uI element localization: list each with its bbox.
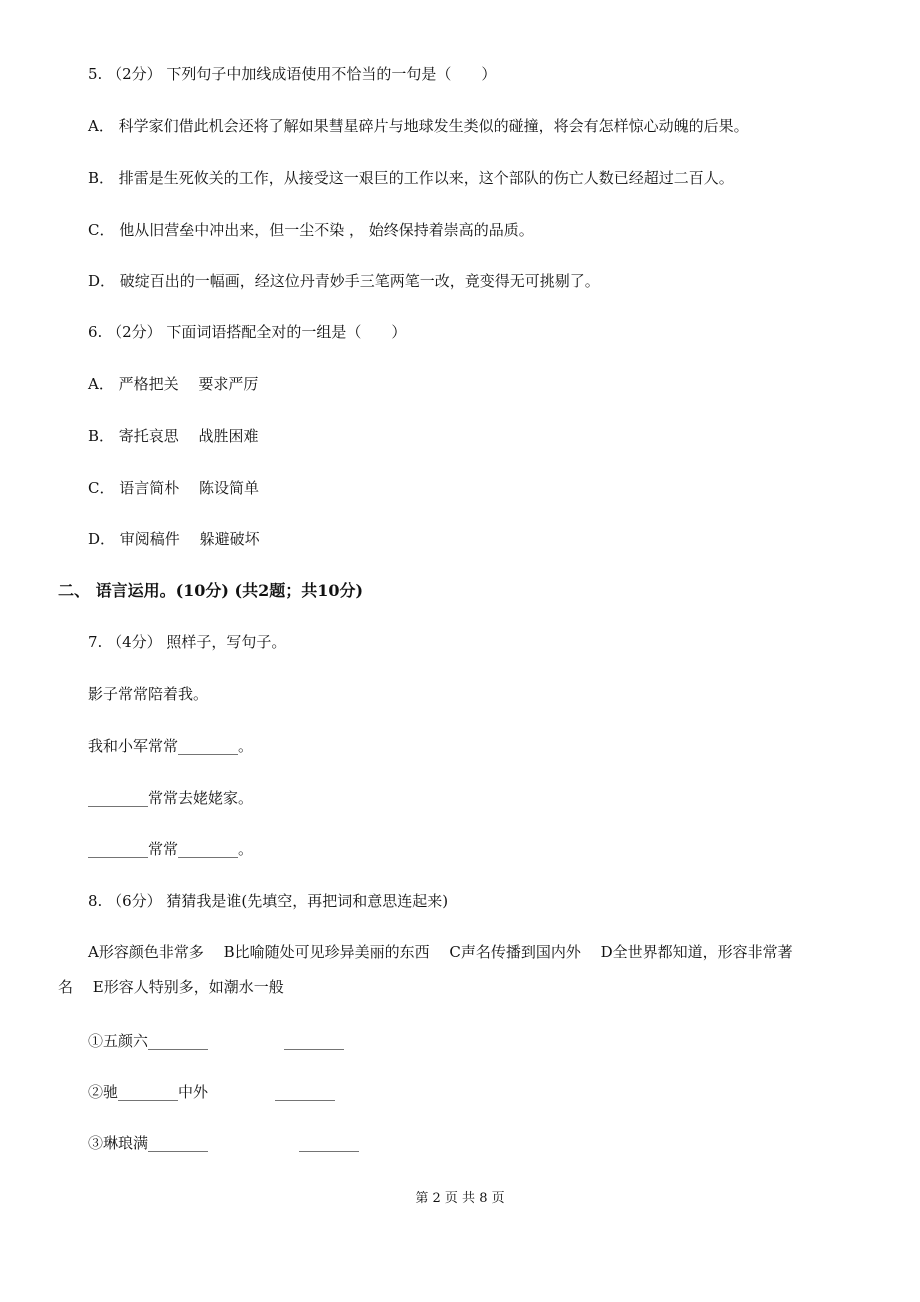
q5-option-d: D． 破绽百出的一幅画，经这位丹青妙手三笔两笔一改，竟变得无可挑剔了。 [88, 272, 600, 290]
q8-item-1-right: ________ [284, 1032, 344, 1050]
q6-option-a: A． 严格把关 要求严厉 [88, 375, 259, 393]
page-footer: 第 2 页 共 8 页 [415, 1191, 505, 1206]
question-5-stem: 5. （2分） 下列句子中加线成语使用不恰当的一句是（ ） [88, 65, 497, 83]
q8-choices-line-2: 名 E形容人特别多，如潮水一般 [58, 978, 284, 996]
question-8-stem: 8. （6分） 猜猜我是谁(先填空，再把词和意思连起来) [88, 892, 449, 910]
q5-option-a: A． 科学家们借此机会还将了解如果彗星碎片与地球发生类似的碰撞，将会有怎样惊心动魄的后果。 [88, 117, 749, 135]
q8-item-2-right: ________ [275, 1083, 335, 1101]
q7-line-2: ________常常去姥姥家。 [88, 789, 254, 807]
q7-line-1: 我和小军常常________。 [88, 737, 254, 755]
q8-item-1-left: ①五颜六________ [88, 1032, 209, 1050]
q6-option-b: B． 寄托哀思 战胜困难 [88, 427, 259, 445]
section-2-title: 二、 语言运用。(10分) (共2题；共10分) [58, 581, 364, 600]
q5-option-b: B． 排雷是生死攸关的工作，从接受这一艰巨的工作以来，这个部队的伤亡人数已经超过二百人。 [88, 169, 734, 187]
q5-option-c: C． 他从旧营垒中冲出来，但一尘不染 ， 始终保持着崇高的品质。 [88, 221, 534, 239]
q7-example: 影子常常陪着我。 [88, 685, 209, 703]
q7-line-3: ________常常________。 [88, 840, 254, 858]
q8-item-2-left: ②驰________中外 [88, 1083, 209, 1101]
q6-option-d: D． 审阅稿件 躲避破坏 [88, 530, 260, 548]
question-7-stem: 7. （4分） 照样子，写句子。 [88, 633, 287, 651]
q8-item-3-right: ________ [299, 1134, 359, 1152]
q6-option-c: C． 语言简朴 陈设简单 [88, 479, 260, 497]
q8-choices-line-1: A形容颜色非常多 B比喻随处可见珍异美丽的东西 C声名传播到国内外 D全世界都知道，形容非常著 [88, 943, 793, 961]
question-6-stem: 6. （2分） 下面词语搭配全对的一组是（ ） [88, 323, 407, 341]
q8-item-3-left: ③琳琅满________ [88, 1134, 209, 1152]
